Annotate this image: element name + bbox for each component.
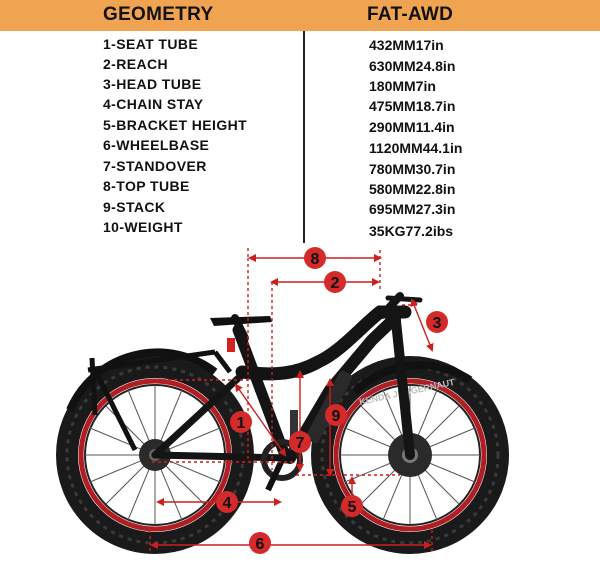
marker-6: [249, 532, 271, 554]
spec-value: 630MM24.8in: [369, 58, 456, 74]
spec-label: 9-STACK: [103, 199, 166, 215]
spec-row: [0, 117, 600, 137]
marker-9: [325, 404, 347, 426]
spec-row: [0, 36, 600, 56]
tire-brand-text: KENDA JUGGERNAUT: [358, 376, 456, 407]
spec-value: 475MM18.7in: [369, 98, 456, 114]
spec-label: 6-WHEELBASE: [103, 137, 210, 153]
spec-value: 780MM30.7in: [369, 161, 456, 177]
svg-text:2: 2: [330, 275, 340, 292]
spec-row: [0, 178, 600, 198]
bike-geometry-diagram: [0, 236, 600, 566]
spec-value: 35KG77.2ibs: [369, 223, 454, 239]
spec-label: 3-HEAD TUBE: [103, 76, 202, 92]
spec-label: 2-REACH: [103, 56, 169, 72]
table-header: [0, 0, 600, 31]
spec-value: 695MM27.3in: [369, 201, 456, 217]
marker-4: [216, 491, 238, 513]
spec-value: 1120MM44.1in: [369, 140, 463, 156]
svg-text:5: 5: [347, 499, 357, 516]
spec-label: 10-WEIGHT: [103, 219, 183, 235]
spec-value: 580MM22.8in: [369, 181, 456, 197]
svg-text:7: 7: [295, 435, 305, 452]
spec-label: 4-CHAIN STAY: [103, 96, 204, 112]
svg-text:4: 4: [222, 495, 232, 512]
spec-row: [0, 56, 600, 76]
spec-row: [0, 158, 600, 178]
svg-text:6: 6: [255, 536, 265, 553]
spec-row: [0, 76, 600, 96]
marker-1: [230, 411, 252, 433]
svg-text:3: 3: [432, 315, 442, 332]
geometry-heading: GEOMETRY: [103, 4, 214, 25]
spec-label: 1-SEAT TUBE: [103, 36, 199, 52]
spec-value: 290MM11.4in: [369, 119, 455, 135]
marker-8: [304, 247, 326, 269]
svg-text:1: 1: [236, 415, 246, 432]
spec-label: 8-TOP TUBE: [103, 178, 190, 194]
spec-row: [0, 199, 600, 219]
spec-row: [0, 137, 600, 157]
marker-5: [341, 495, 363, 517]
tail-light: [227, 338, 235, 352]
marker-7: [289, 431, 311, 453]
spec-value: 432MM17in: [369, 37, 444, 53]
marker-2: [324, 271, 346, 293]
spec-label: 7-STANDOVER: [103, 158, 207, 174]
svg-text:8: 8: [310, 251, 320, 268]
model-heading: FAT-AWD: [367, 4, 454, 25]
svg-text:9: 9: [331, 408, 341, 425]
spec-value: 180MM7in: [369, 78, 436, 94]
marker-3: [426, 311, 448, 333]
spec-label: 5-BRACKET HEIGHT: [103, 117, 248, 133]
spec-row: [0, 96, 600, 116]
